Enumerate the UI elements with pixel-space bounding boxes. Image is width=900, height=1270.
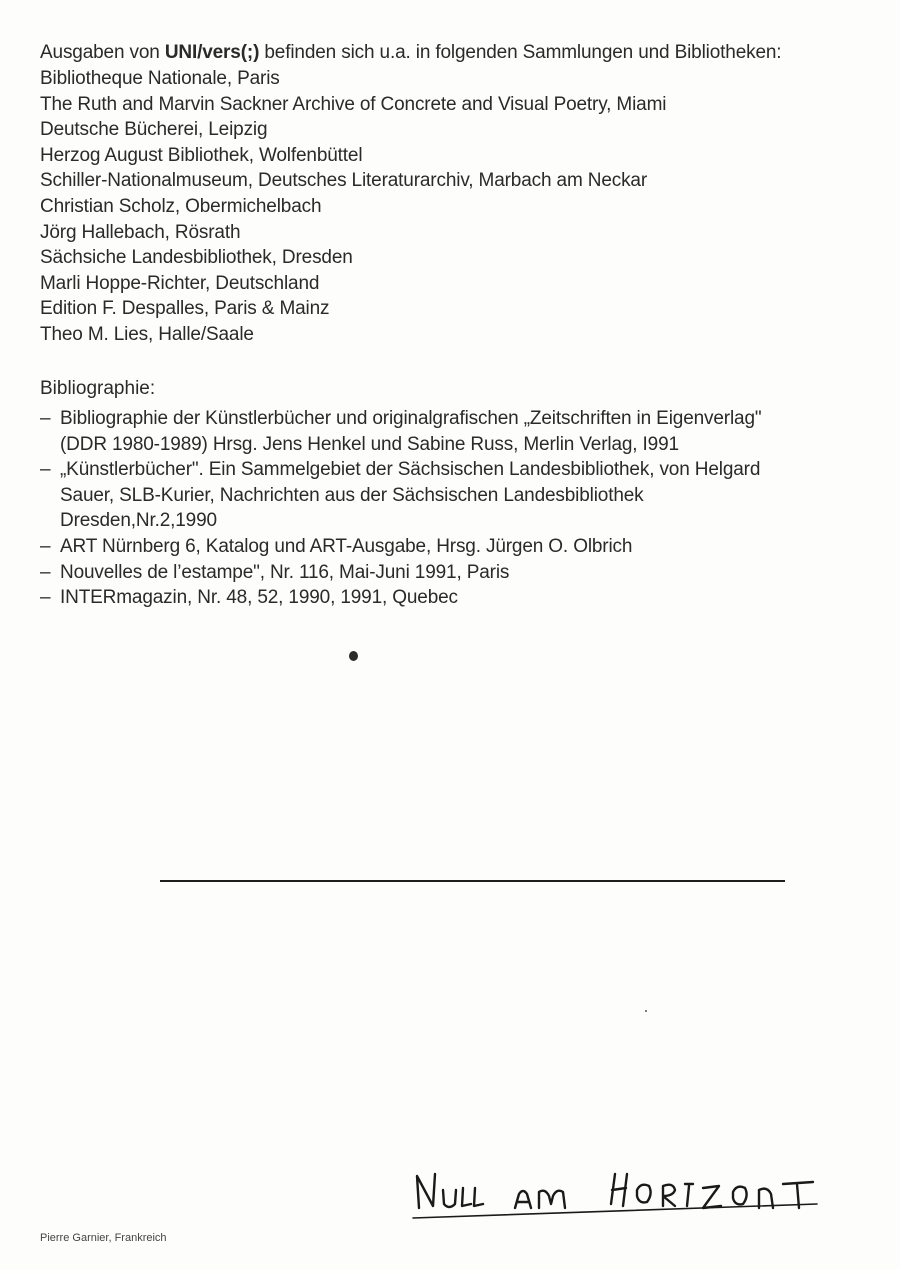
bibliography-line: (DDR 1980-1989) Hrsg. Jens Henkel und Sabine Russ, Merlin Verlag, I991: [60, 433, 679, 455]
collection-item: Schiller-Nationalmuseum, Deutsches Literaturarchiv, Marbach am Neckar: [40, 170, 648, 192]
bibliography-line: Bibliographie der Künstlerbücher und originalgrafischen „Zeitschriften in Eigenverlag": [60, 408, 762, 429]
collection-item: Sächsiche Landesbibliothek, Dresden: [40, 247, 353, 269]
intro-text-after: befinden sich u.a. in folgenden Sammlungen und Bibliotheken:: [259, 42, 782, 63]
bibliography-entry: [40, 560, 880, 586]
intro-text-before: Ausgaben von: [40, 42, 165, 63]
collection-item: Jörg Hallebach, Rösrath: [40, 221, 241, 243]
collection-item: Marli Hoppe-Richter, Deutschland: [40, 272, 320, 294]
handwritten-title: [405, 1160, 825, 1230]
ink-speck: [645, 1010, 647, 1012]
bibliography-list: [40, 406, 880, 611]
bibliography-line: ART Nürnberg 6, Katalog und ART-Ausgabe, Hrsg. Jürgen O. Olbrich: [60, 535, 633, 557]
collection-item: Theo M. Lies, Halle/Saale: [40, 323, 254, 345]
dash-bullet: –: [40, 561, 51, 583]
bibliography-line: Sauer, SLB-Kurier, Nachrichten aus der Sächsischen Landesbibliothek: [60, 484, 644, 506]
intro-sentence: [40, 40, 781, 66]
dash-bullet: –: [40, 535, 51, 557]
horizon-line: [160, 880, 785, 882]
bibliography-entry: [40, 585, 880, 611]
bibliography-entry: [40, 534, 880, 560]
bibliography-line: „Künstlerbücher". Ein Sammelgebiet der Sächsischen Landesbibliothek, von Helgard: [60, 459, 761, 481]
dash-bullet: –: [40, 459, 51, 481]
collection-item: Christian Scholz, Obermichelbach: [40, 195, 322, 217]
bibliography-line: Dresden,Nr.2,1990: [60, 510, 217, 532]
bibliography-entry: [40, 457, 880, 534]
dash-bullet: –: [40, 408, 51, 429]
bibliography-line: INTERmagazin, Nr. 48, 52, 1990, 1991, Quebec: [60, 587, 458, 609]
author-caption: Pierre Garnier, Frankreich: [40, 1232, 167, 1244]
collection-item: Bibliotheque Nationale, Paris: [40, 68, 280, 89]
bibliography-heading: Bibliographie:: [40, 378, 156, 399]
ink-dot: [349, 651, 358, 661]
collection-item: Edition F. Despalles, Paris & Mainz: [40, 298, 330, 320]
collection-item: Deutsche Bücherei, Leipzig: [40, 119, 268, 141]
bibliography-line: Nouvelles de l’estampe", Nr. 116, Mai-Juni 1991, Paris: [60, 561, 510, 583]
collection-item: The Ruth and Marvin Sackner Archive of Concrete and Visual Poetry, Miami: [40, 93, 667, 115]
collection-item: Herzog August Bibliothek, Wolfenbüttel: [40, 144, 363, 166]
dash-bullet: –: [40, 587, 51, 609]
collections-list: [40, 66, 666, 348]
bibliography-entry: [40, 406, 880, 457]
intro-bold-title: UNI/vers(;): [164, 42, 260, 63]
